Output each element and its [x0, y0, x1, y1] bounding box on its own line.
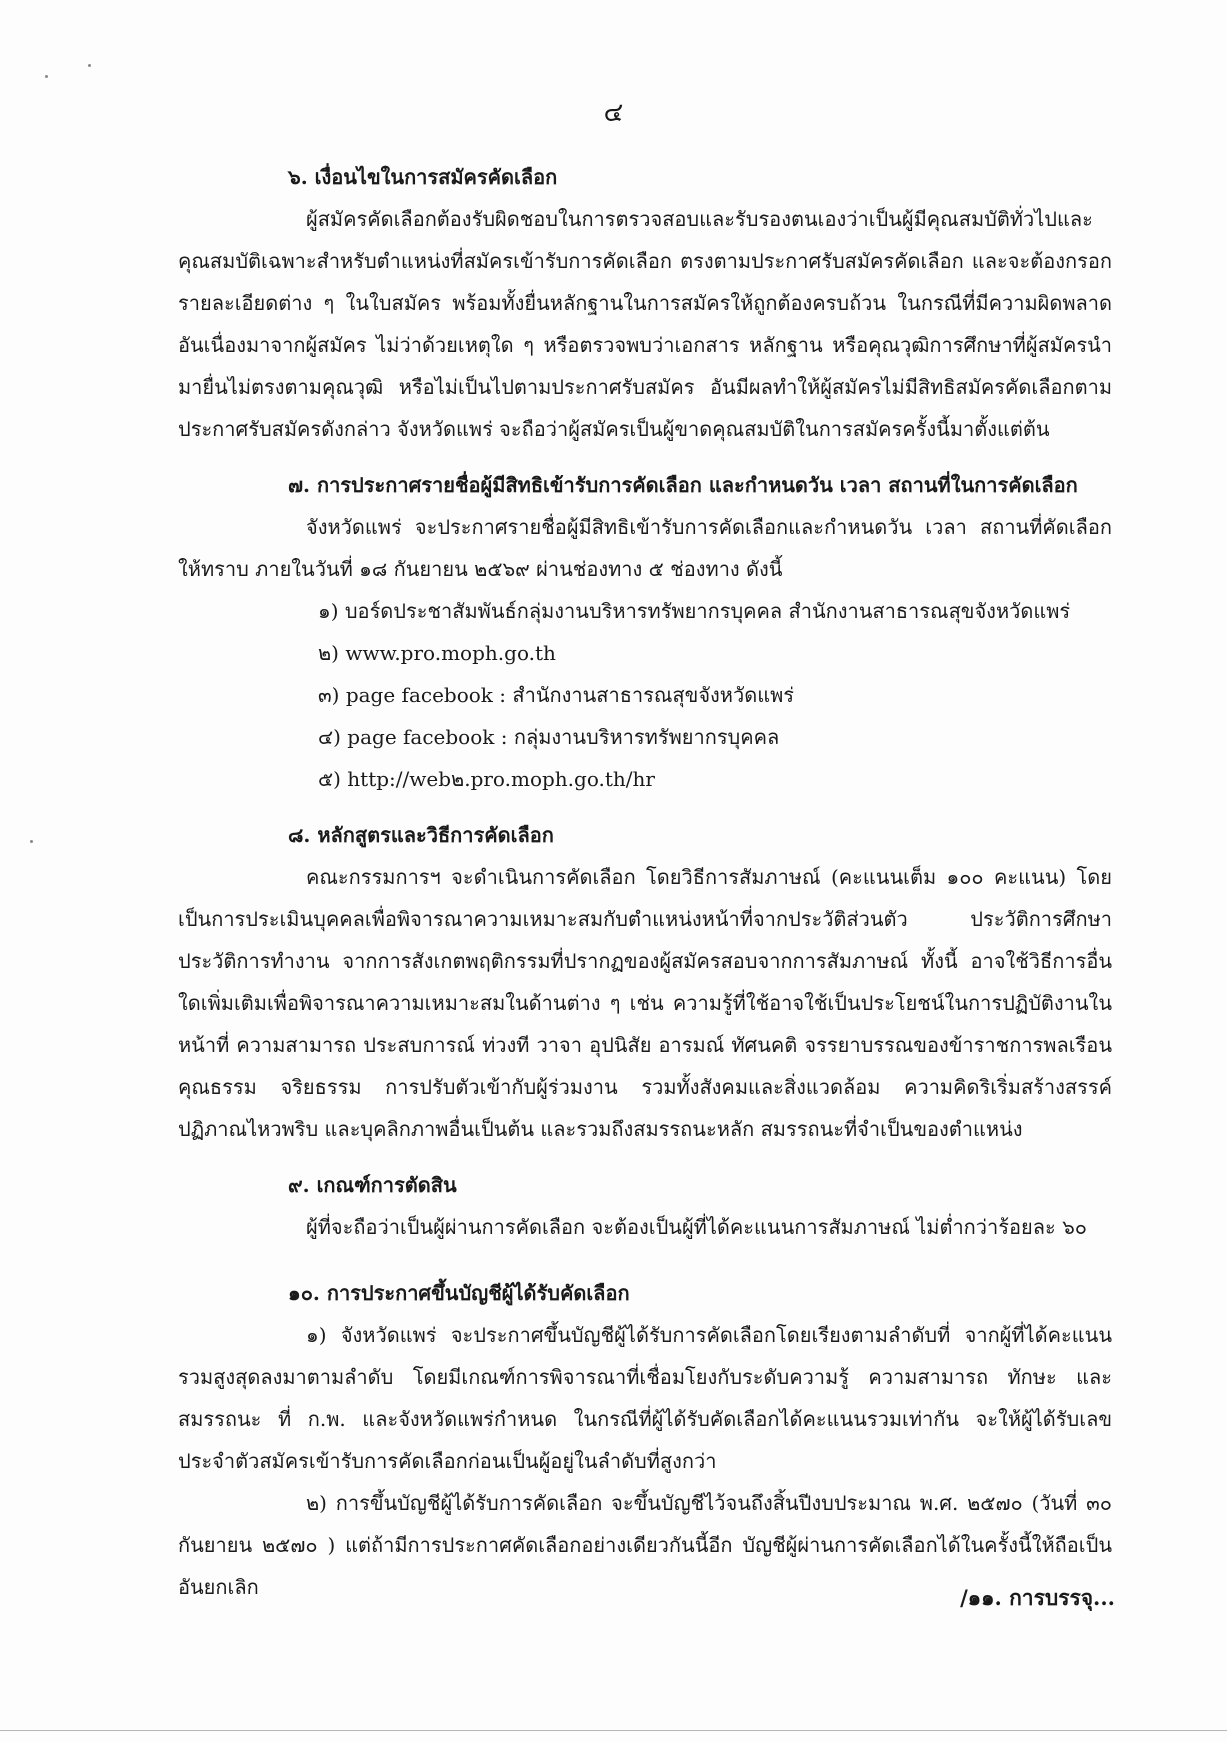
section-8-paragraph: คณะกรรมการฯ จะดำเนินการคัดเลือก โดยวิธีการสัมภาษณ์ (คะแนนเต็ม ๑๐๐ คะแนน) โดยเป็นการประเมินบุคคลเพื่อพิจารณาความเหมาะสมกับตำแหน่งหน้าที่จากประวัติส่วนตัว ประวัติการศึกษา ประวัติการทำงาน จากการสังเกตพฤติกรรมที่ปรากฏของผู้สมัครสอบจากการสัมภาษณ์ ทั้งนี้ อาจใช้วิธีการอื่นใดเพิ่มเติมเพื่อพิจารณาความเหมาะสมในด้านต่าง ๆ เช่น ความรู้ที่ใช้อาจใช้เป็นประโยชน์ในการปฏิบัติงานในหน้าที่ ความสามารถ ประสบการณ์ ท่วงที วาจา อุปนิสัย อารมณ์ ทัศนคติ จรรยาบรรณของข้าราชการพลเรือน คุณธรรม จริยธรรม การปรับตัวเข้ากับผู้ร่วมงาน รวมทั้งสังคมและสิ่งแวดล้อม ความคิดริเริ่มสร้างสรรค์ ปฏิภาณไหวพริบ และบุคลิกภาพอื่นเป็นต้น และรวมถึงสมรรถนะหลัก สมรรถนะที่จำเป็นของตำแหน่ง	[178, 865, 1112, 1141]
section-9-heading: ๙. เกณฑ์การตัดสิน	[288, 1173, 457, 1197]
list-item: ๑) บอร์ดประชาสัมพันธ์กลุ่มงานบริหารทรัพยากรบุคคล สำนักงานสาธารณสุขจังหวัดแพร่	[318, 599, 1071, 623]
section-6-paragraph: ผู้สมัครคัดเลือกต้องรับผิดชอบในการตรวจสอบและรับรองตนเองว่าเป็นผู้มีคุณสมบัติทั่วไปและคุณสมบัติเฉพาะสำหรับตำแหน่งที่สมัครเข้ารับการคัดเลือก ตรงตามประกาศรับสมัครคัดเลือก และจะต้องกรอกรายละเอียดต่าง ๆ ในใบสมัคร พร้อมทั้งยื่นหลักฐานในการสมัครให้ถูกต้องครบถ้วน ในกรณีที่มีความผิดพลาด อันเนื่องมาจากผู้สมัคร ไม่ว่าด้วยเหตุใด ๆ หรือตรวจพบว่าเอกสาร หลักฐาน หรือคุณวุฒิการศึกษาที่ผู้สมัครนำมายื่นไม่ตรงตามคุณวุฒิ หรือไม่เป็นไปตามประกาศรับสมัคร อันมีผลทำให้ผู้สมัครไม่มีสิทธิสมัครคัดเลือกตามประกาศรับสมัครดังกล่าว จังหวัดแพร่ จะถือว่าผู้สมัครเป็นผู้ขาดคุณสมบัติในการสมัครครั้งนี้มาตั้งแต่ต้น	[178, 207, 1112, 441]
document-body	[178, 150, 1112, 1608]
list-item: ๕) http://web๒.pro.moph.go.th/hr	[318, 767, 655, 791]
list-item: ๒) www.pro.moph.go.th	[318, 641, 556, 665]
section-8-heading: ๘. หลักสูตรและวิธีการคัดเลือก	[288, 823, 554, 847]
scan-speck	[45, 75, 48, 78]
section-10-heading: ๑๐. การประกาศขึ้นบัญชีผู้ได้รับคัดเลือก	[288, 1281, 630, 1305]
section-6-heading: ๖. เงื่อนไขในการสมัครคัดเลือก	[288, 165, 558, 189]
section-10-paragraph-1: ๑) จังหวัดแพร่ จะประกาศขึ้นบัญชีผู้ได้รับการคัดเลือกโดยเรียงตามลำดับที่ จากผู้ที่ได้คะแนนรวมสูงสุดลงมาตามลำดับ โดยมีเกณฑ์การพิจารณาที่เชื่อมโยงกับระดับความรู้ ความสามารถ ทักษะ และสมรรถนะ ที่ ก.พ. และจังหวัดแพร่กำหนด ในกรณีที่ผู้ได้รับคัดเลือกได้คะแนนรวมเท่ากัน จะให้ผู้ได้รับเลขประจำตัวสมัครเข้ารับการคัดเลือกก่อนเป็นผู้อยู่ในลำดับที่สูงกว่า	[178, 1323, 1112, 1473]
page-bottom-edge	[0, 1730, 1227, 1731]
section-10-paragraph-2: ๒) การขึ้นบัญชีผู้ได้รับการคัดเลือก จะขึ้นบัญชีไว้จนถึงสิ้นปีงบประมาณ พ.ศ. ๒๕๗๐ (วันที่ ๓๐ กันยายน ๒๕๗๐ ) แต่ถ้ามีการประกาศคัดเลือกอย่างเดียวกันนี้อีก บัญชีผู้ผ่านการคัดเลือกได้ในครั้งนี้ให้ถือเป็นอันยกเลิก	[178, 1491, 1112, 1599]
section-9-paragraph: ผู้ที่จะถือว่าเป็นผู้ผ่านการคัดเลือก จะต้องเป็นผู้ที่ได้คะแนนการสัมภาษณ์ ไม่ต่ำกว่าร้อยละ ๖๐	[306, 1215, 1087, 1239]
announcement-channel-list	[178, 590, 1112, 800]
section-7-paragraph: จังหวัดแพร่ จะประกาศรายชื่อผู้มีสิทธิเข้ารับการคัดเลือกและกำหนดวัน เวลา สถานที่คัดเลือกให้ทราบ ภายในวันที่ ๑๘ กันยายน ๒๕๖๙ ผ่านช่องทาง ๕ ช่องทาง ดังนี้	[178, 515, 1112, 581]
page-number: ๔	[603, 98, 624, 128]
scan-speck	[88, 64, 91, 67]
continuation-marker: /๑๑. การบรรจุ...	[960, 1585, 1115, 1610]
list-item: ๓) page facebook : สำนักงานสาธารณสุขจังหวัดแพร่	[318, 683, 795, 707]
scan-speck	[30, 840, 33, 843]
section-7-heading: ๗. การประกาศรายชื่อผู้มีสิทธิเข้ารับการคัดเลือก และกำหนดวัน เวลา สถานที่ในการคัดเลือก	[288, 473, 1078, 497]
list-item: ๔) page facebook : กลุ่มงานบริหารทรัพยากรบุคคล	[318, 725, 780, 749]
